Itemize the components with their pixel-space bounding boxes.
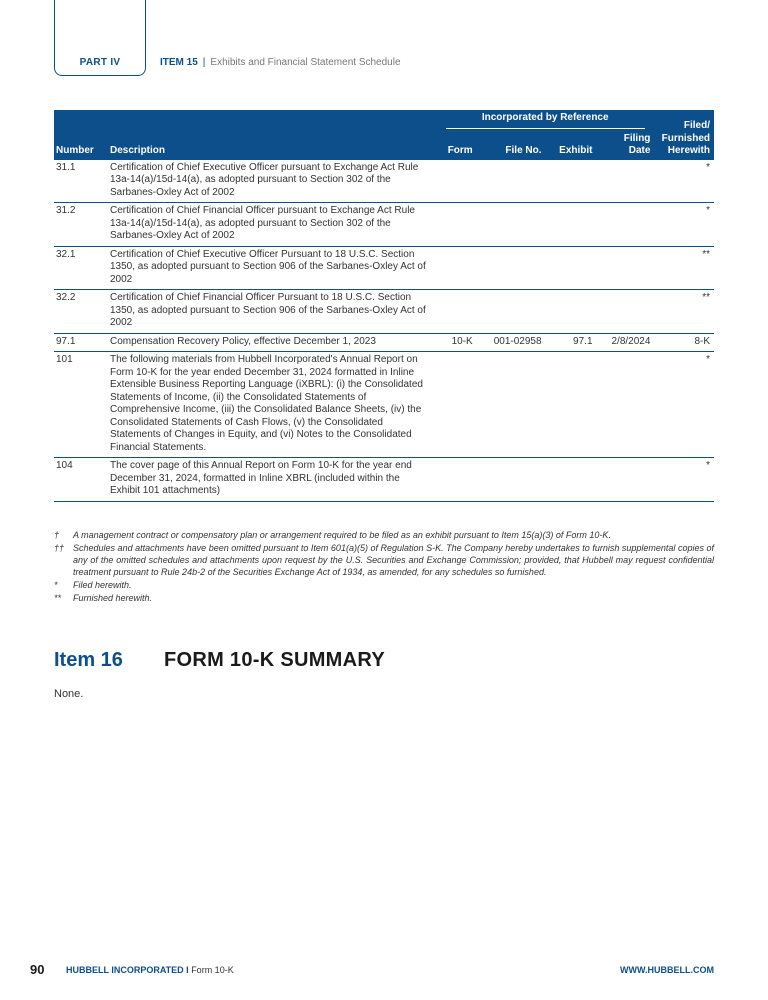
exhibit-file-no: 001-02958 xyxy=(477,333,546,352)
exhibit-description: The cover page of this Annual Report on Form 10-K for the year end December 31, 2024, formatted in Inline XBRL (included within the Exhibit 101 attachments) xyxy=(106,458,436,502)
col-form-header: Form xyxy=(436,131,477,160)
exhibit-file-no xyxy=(477,203,546,247)
exhibit-exhibit: 97.1 xyxy=(546,333,597,352)
exhibit-number: 101 xyxy=(54,352,106,458)
footnote xyxy=(54,592,714,604)
exhibit-filed: ** xyxy=(654,290,714,334)
exhibit-number: 32.2 xyxy=(54,290,106,334)
exhibit-exhibit xyxy=(546,352,597,458)
table-row xyxy=(54,458,714,502)
exhibit-number: 97.1 xyxy=(54,333,106,352)
exhibit-form xyxy=(436,160,477,203)
exhibit-filing-date xyxy=(597,290,655,334)
exhibit-filed: * xyxy=(654,458,714,502)
exhibit-number: 32.1 xyxy=(54,246,106,290)
group-header-label: Incorporated by Reference xyxy=(446,112,645,129)
exhibit-exhibit xyxy=(546,246,597,290)
exhibit-filing-date xyxy=(597,246,655,290)
footnotes xyxy=(54,529,714,605)
col-number-header: Number xyxy=(54,110,106,160)
footnote-symbol: ** xyxy=(54,593,62,603)
incorporated-by-reference-header xyxy=(436,110,654,131)
table-row xyxy=(54,352,714,458)
exhibit-exhibit xyxy=(546,458,597,502)
exhibit-description: Certification of Chief Executive Officer Pursuant to 18 U.S.C. Section 1350, as adopted pursuant to Section 906 of the Sarbanes-Oxley Act of 2002 xyxy=(106,246,436,290)
company-name: HUBBELL INCORPORATED xyxy=(66,965,184,975)
exhibit-file-no xyxy=(477,290,546,334)
exhibit-filing-date xyxy=(597,458,655,502)
footnote-symbol: †† xyxy=(54,543,65,553)
exhibit-exhibit xyxy=(546,203,597,247)
item16-title: FORM 10-K SUMMARY xyxy=(164,649,386,671)
exhibit-file-no xyxy=(477,352,546,458)
exhibit-description: The following materials from Hubbell Incorporated's Annual Report on Form 10-K for the year ended December 31, 2024 formatted in Inline Extensible Business Reporting Language (iXBRL): (i) the Consolidated Statements of Income, (ii) the Consolidated Statements of Comprehensive Income, (iii) the Consolidated Balance Sheets, (iv) the Consolidated Statements of Cash Flows, (v) the Consolidated Statements of Changes in Equity, and (vi) Notes to the Consolidated Financial Statements. xyxy=(106,352,436,458)
exhibit-exhibit xyxy=(546,160,597,203)
exhibit-filed: * xyxy=(654,160,714,203)
col-filing-date-line-1: Filing xyxy=(623,132,651,144)
exhibit-file-no xyxy=(477,160,546,203)
company-separator: I xyxy=(183,965,192,975)
item16-label: Item 16 xyxy=(54,649,123,671)
footnote xyxy=(54,529,714,541)
exhibit-form xyxy=(436,246,477,290)
section-header xyxy=(160,57,401,68)
exhibit-file-no xyxy=(477,458,546,502)
exhibit-filing-date xyxy=(597,160,655,203)
exhibit-filing-date: 2/8/2024 xyxy=(597,333,655,352)
exhibit-filing-date xyxy=(597,203,655,247)
footer-form: Form 10-K xyxy=(191,965,234,975)
exhibit-description: Certification of Chief Financial Officer pursuant to Exchange Act Rule 13a-14(a)/15d-14(a), as adopted pursuant to Section 302 of the Sarbanes-Oxley Act of 2002 xyxy=(106,203,436,247)
exhibit-filed: * xyxy=(654,203,714,247)
exhibit-number: 31.1 xyxy=(54,160,106,203)
table-row xyxy=(54,290,714,334)
exhibit-form xyxy=(436,458,477,502)
col-file-no-header: File No. xyxy=(477,131,546,160)
exhibit-filed: * xyxy=(654,352,714,458)
exhibit-filing-date xyxy=(597,352,655,458)
col-exhibit-header: Exhibit xyxy=(546,131,597,160)
footnote-symbol: * xyxy=(54,580,58,590)
table-row xyxy=(54,203,714,247)
col-filed-line-2: Furnished xyxy=(661,132,710,144)
col-filed-header xyxy=(654,110,714,160)
table-row xyxy=(54,333,714,352)
page-number: 90 xyxy=(30,962,45,977)
header-separator: | xyxy=(202,57,206,68)
footnote-symbol: † xyxy=(54,530,60,540)
item16-body: None. xyxy=(54,688,84,700)
exhibit-number: 31.2 xyxy=(54,203,106,247)
part-label: PART IV xyxy=(79,57,121,68)
exhibit-form xyxy=(436,352,477,458)
item-title: Exhibits and Financial Statement Schedule xyxy=(210,57,401,68)
exhibit-filed: 8-K xyxy=(654,333,714,352)
footnote-text: Schedules and attachments have been omitted pursuant to Item 601(a)(5) of Regulation S-K. The Company hereby undertakes to furnish supplemental copies of any of the omitted schedules and attachments upon request by the U.S. Securities and Exchange Commission; provided, that Hubbell may request confidential treatment pursuant to Rule 24b-2 of the Securities Exchange Act of 1934, as amended, for any schedules so furnished. xyxy=(73,543,714,577)
exhibit-file-no xyxy=(477,246,546,290)
exhibit-filed: ** xyxy=(654,246,714,290)
exhibit-description: Certification of Chief Executive Officer pursuant to Exchange Act Rule 13a-14(a)/15d-14(a), as adopted pursuant to Section 302 of the Sarbanes-Oxley Act of 2002 xyxy=(106,160,436,203)
exhibit-number: 104 xyxy=(54,458,106,502)
col-filed-line-1: Filed/ xyxy=(683,120,710,131)
exhibit-exhibit xyxy=(546,290,597,334)
footnote xyxy=(54,579,714,591)
footer-company xyxy=(66,965,234,975)
table-row xyxy=(54,160,714,203)
footnote xyxy=(54,542,714,578)
col-filed-line-3: Herewith xyxy=(667,145,710,156)
table-row xyxy=(54,246,714,290)
exhibit-form: 10-K xyxy=(436,333,477,352)
col-filing-date-header xyxy=(597,131,655,160)
col-filing-date-line-2: Date xyxy=(628,145,651,156)
footnote-text: Filed herewith. xyxy=(73,580,132,590)
exhibits-table xyxy=(54,110,714,502)
exhibit-form xyxy=(436,290,477,334)
exhibit-description: Certification of Chief Financial Officer Pursuant to 18 U.S.C. Section 1350, as adopted pursuant to Section 906 of the Sarbanes-Oxley Act of 2002 xyxy=(106,290,436,334)
footnote-text: Furnished herewith. xyxy=(73,593,153,603)
footnote-text: A management contract or compensatory plan or arrangement required to be filed as an exhibit pursuant to Item 15(a)(3) of Form 10-K. xyxy=(73,530,611,540)
item16-heading xyxy=(54,649,386,672)
exhibit-form xyxy=(436,203,477,247)
website-link[interactable]: WWW.HUBBELL.COM xyxy=(620,965,714,975)
col-description-header: Description xyxy=(106,110,436,160)
item-label: ITEM 15 xyxy=(160,57,198,68)
exhibit-description: Compensation Recovery Policy, effective December 1, 2023 xyxy=(106,333,436,352)
